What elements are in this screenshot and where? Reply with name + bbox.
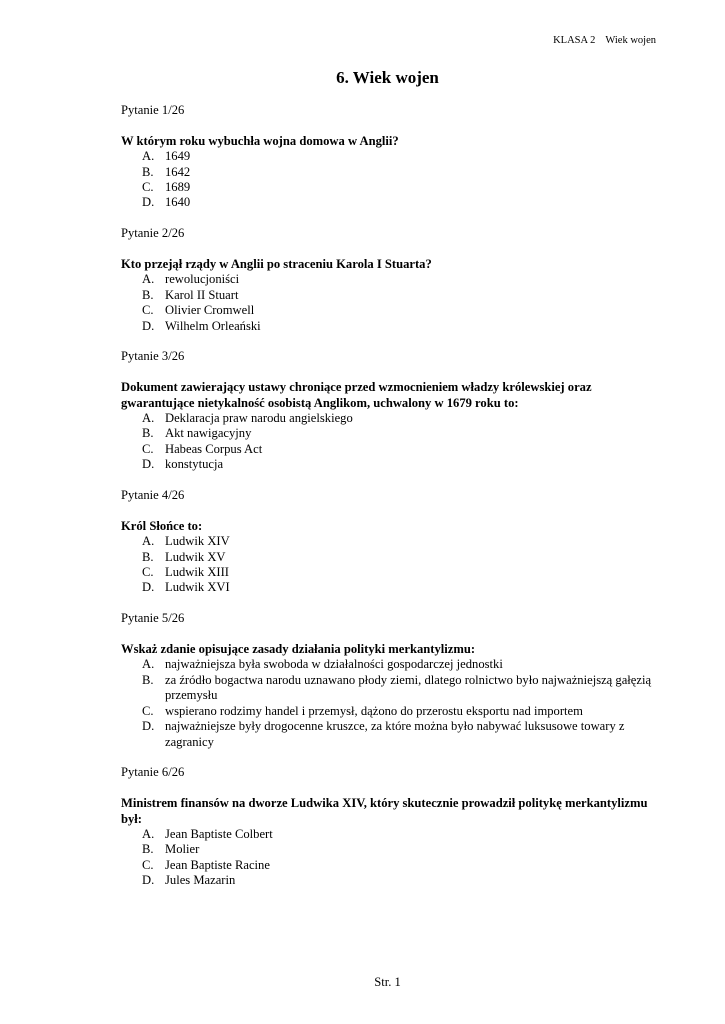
answer-option bbox=[121, 303, 661, 318]
answer-list bbox=[121, 534, 661, 596]
answer-option bbox=[121, 580, 661, 595]
question-label: Pytanie 4/26 bbox=[121, 488, 185, 503]
answer-option bbox=[121, 534, 661, 549]
answer-letter: D. bbox=[142, 719, 155, 734]
answer-option bbox=[121, 873, 661, 888]
answer-text: Ludwik XV bbox=[165, 549, 226, 564]
answer-text: Jules Mazarin bbox=[165, 873, 236, 888]
answer-text: 1689 bbox=[165, 180, 191, 195]
answer-letter: A. bbox=[142, 657, 155, 672]
answer-letter: D. bbox=[142, 580, 155, 595]
question-label: Pytanie 2/26 bbox=[121, 226, 185, 241]
answer-text: Wilhelm Orleański bbox=[165, 318, 261, 333]
question-label: Pytanie 6/26 bbox=[121, 765, 185, 780]
answer-text: Akt nawigacyjny bbox=[165, 426, 252, 441]
answer-letter: D. bbox=[142, 195, 155, 210]
answer-text: najważniejsza była swoboda w działalności gospodarczej jednostki bbox=[165, 657, 503, 672]
answer-letter: B. bbox=[142, 672, 154, 687]
answer-option bbox=[121, 842, 661, 857]
answer-letter: B. bbox=[142, 549, 154, 564]
answer-text: Deklaracja praw narodu angielskiego bbox=[165, 411, 353, 426]
question-text: Król Słońce to: bbox=[121, 518, 203, 533]
answer-letter: C. bbox=[142, 857, 154, 872]
question-text: Wskaż zdanie opisujące zasady działania polityki merkantylizmu: bbox=[121, 642, 476, 657]
question-block bbox=[121, 349, 661, 472]
page-header bbox=[553, 35, 656, 46]
header-topic: Wiek wojen bbox=[605, 35, 656, 46]
answer-letter: D. bbox=[142, 873, 155, 888]
answer-letter: B. bbox=[142, 426, 154, 441]
answer-text: Molier bbox=[165, 842, 200, 857]
answer-list bbox=[121, 827, 661, 889]
answer-option bbox=[121, 827, 661, 842]
answer-text: Jean Baptiste Colbert bbox=[165, 826, 273, 841]
question-text: W którym roku wybuchła wojna domowa w Anglii? bbox=[121, 133, 399, 148]
answer-text: Karol II Stuart bbox=[165, 287, 239, 302]
answer-text: 1649 bbox=[165, 149, 191, 164]
answer-list bbox=[121, 657, 661, 749]
answer-text: Ludwik XIII bbox=[165, 565, 230, 580]
answer-option bbox=[121, 195, 661, 210]
answer-text: Ludwik XIV bbox=[165, 534, 230, 549]
answer-option bbox=[121, 426, 661, 441]
answer-option bbox=[121, 565, 661, 580]
answer-option bbox=[121, 288, 661, 303]
answer-option bbox=[121, 180, 661, 195]
answer-letter: C. bbox=[142, 565, 154, 580]
answer-letter: C. bbox=[142, 303, 154, 318]
question-text: Dokument zawierający ustawy chroniące przed wzmocnieniem władzy królewskiej oraz gwarantujące nietykalność osobistą Anglikom, uchwalony w 1679 roku to: bbox=[121, 380, 592, 410]
answer-text: rewolucjoniści bbox=[165, 272, 240, 287]
answer-letter: D. bbox=[142, 318, 155, 333]
answer-text: najważniejsze były drogocenne kruszce, za które można było nabywać luksusowe towary z zagranicy bbox=[165, 719, 625, 749]
answer-letter: C. bbox=[142, 441, 154, 456]
answer-letter: A. bbox=[142, 272, 155, 287]
answer-option bbox=[121, 442, 661, 457]
answer-option bbox=[121, 719, 661, 750]
question-label: Pytanie 5/26 bbox=[121, 611, 185, 626]
question-text: Kto przejął rządy w Anglii po straceniu Karola I Stuarta? bbox=[121, 257, 432, 272]
answer-option bbox=[121, 673, 661, 704]
answer-letter: A. bbox=[142, 149, 155, 164]
answer-letter: B. bbox=[142, 287, 154, 302]
answer-text: konstytucja bbox=[165, 457, 224, 472]
answer-text: za źródło bogactwa narodu uznawano płody ziemi, dlatego rolnictwo było najważniejszą gałęzią przemysłu bbox=[165, 672, 652, 703]
page-title: 6. Wiek wojen bbox=[336, 68, 439, 87]
answer-letter: A. bbox=[142, 534, 155, 549]
question-block bbox=[121, 611, 661, 750]
answer-option bbox=[121, 165, 661, 180]
answer-list bbox=[121, 411, 661, 473]
header-class-label: KLASA 2 bbox=[553, 35, 596, 46]
answer-option bbox=[121, 272, 661, 287]
answer-option bbox=[121, 319, 661, 334]
answer-text: Habeas Corpus Act bbox=[165, 441, 263, 456]
answer-option bbox=[121, 657, 661, 672]
page-number: Str. 1 bbox=[374, 975, 401, 989]
answer-text: 1642 bbox=[165, 164, 191, 179]
answer-option bbox=[121, 704, 661, 719]
questions-list bbox=[121, 103, 661, 904]
answer-option bbox=[121, 550, 661, 565]
answer-list bbox=[121, 149, 661, 211]
answer-option bbox=[121, 457, 661, 472]
answer-text: Ludwik XVI bbox=[165, 580, 230, 595]
question-block bbox=[121, 765, 661, 888]
answer-letter: C. bbox=[142, 703, 154, 718]
answer-letter: A. bbox=[142, 411, 155, 426]
answer-text: wspierano rodzimy handel i przemysł, dążono do przerostu eksportu nad importem bbox=[165, 703, 583, 718]
answer-letter: A. bbox=[142, 826, 155, 841]
question-block bbox=[121, 488, 661, 596]
answer-text: Jean Baptiste Racine bbox=[165, 857, 270, 872]
question-label: Pytanie 1/26 bbox=[121, 103, 185, 117]
answer-text: 1640 bbox=[165, 195, 191, 210]
answer-option bbox=[121, 149, 661, 164]
question-label: Pytanie 3/26 bbox=[121, 349, 185, 364]
answer-list bbox=[121, 272, 661, 334]
question-text: Ministrem finansów na dworze Ludwika XIV, który skutecznie prowadził politykę merkantylizmu był: bbox=[121, 796, 648, 826]
answer-text: Olivier Cromwell bbox=[165, 303, 255, 318]
answer-letter: B. bbox=[142, 164, 154, 179]
answer-letter: C. bbox=[142, 180, 154, 195]
answer-option bbox=[121, 858, 661, 873]
answer-letter: B. bbox=[142, 842, 154, 857]
answer-letter: D. bbox=[142, 457, 155, 472]
question-block bbox=[121, 226, 661, 334]
question-block bbox=[121, 103, 661, 211]
answer-option bbox=[121, 411, 661, 426]
